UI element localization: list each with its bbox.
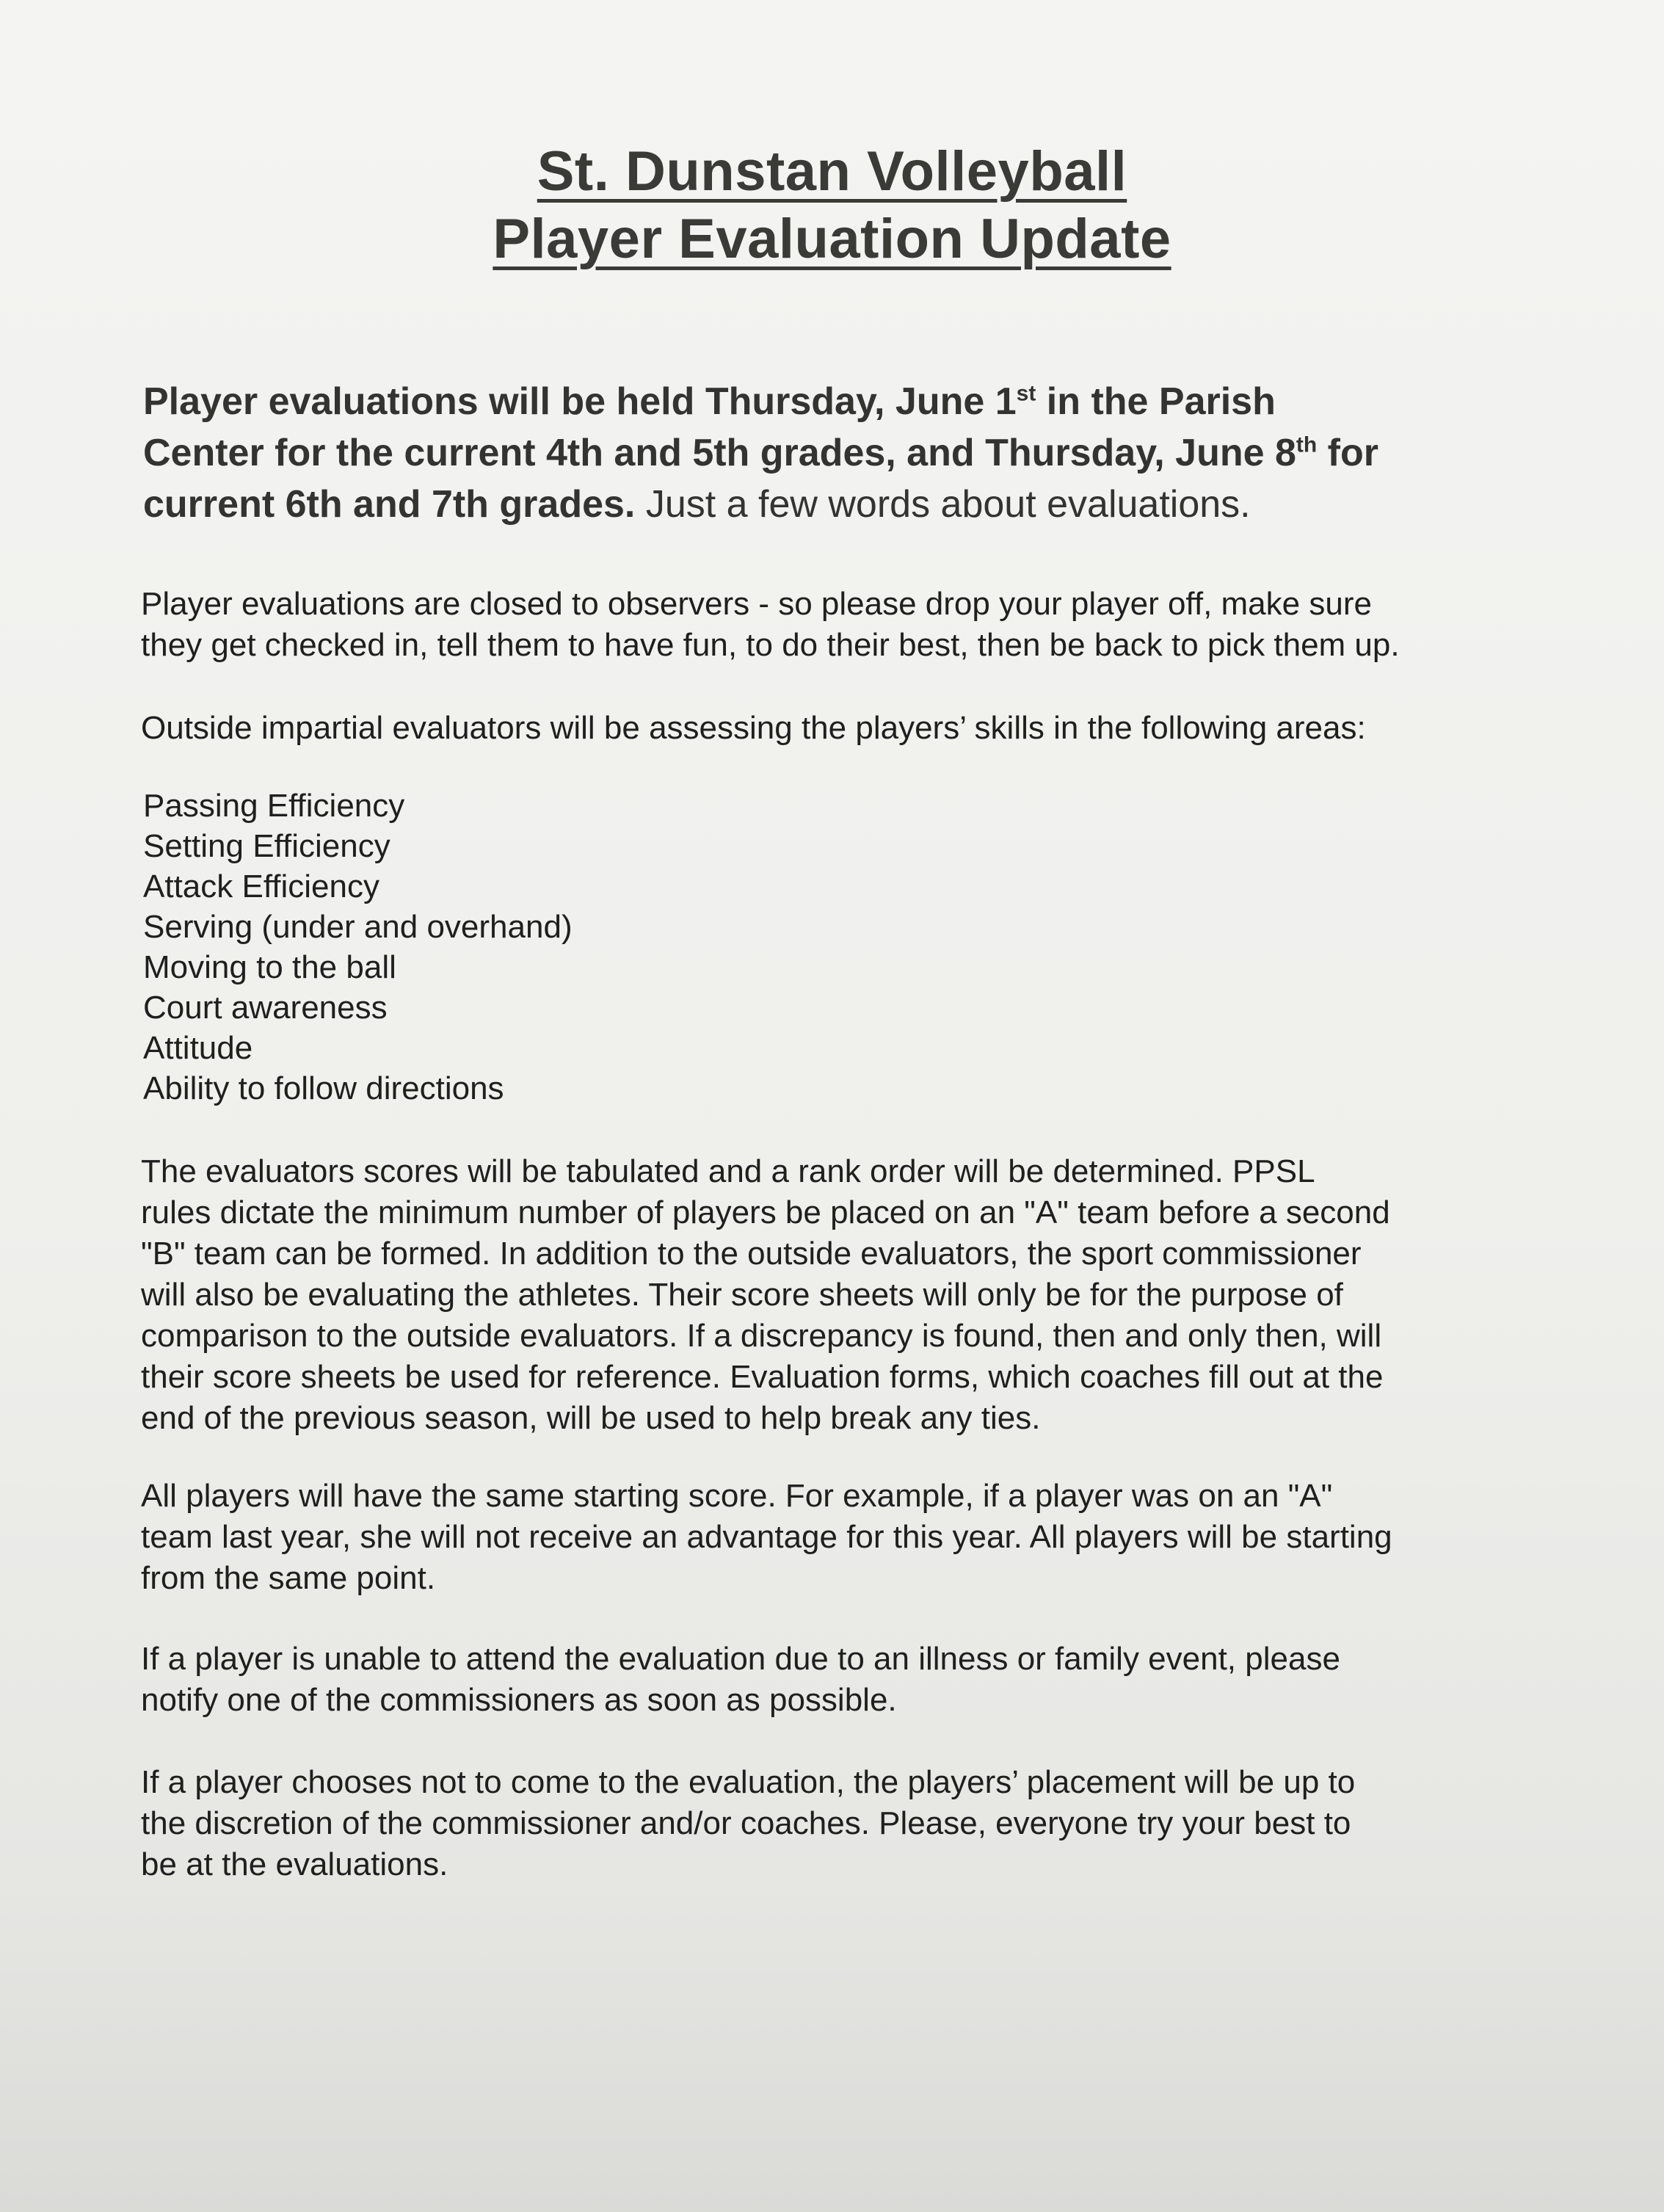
paragraph-chooses-not: If a player chooses not to come to the evaluation, the players’ placement will be up to the discretion of the commissioner and/or coaches. Please, everyone try your best to be at the evaluations.: [141, 1764, 1356, 1882]
paragraph-assessing: Outside impartial evaluators will be assessing the players’ skills in the following areas:: [141, 710, 1366, 746]
list-item: Serving (under and overhand): [143, 909, 573, 945]
list-item: Ability to follow directions: [143, 1070, 504, 1106]
intro-paragraph: [143, 376, 1538, 530]
paragraph-unable-to-attend: If a player is unable to attend the evaluation due to an illness or family event, please notify one of the commissioners as soon as possible.: [141, 1641, 1340, 1718]
skills-list: [143, 786, 573, 1109]
page-title: St. Dunstan Volleyball: [537, 140, 1127, 203]
list-item: Passing Efficiency: [143, 788, 405, 824]
list-item: Moving to the ball: [143, 949, 396, 985]
list-item: Court awareness: [143, 990, 388, 1026]
intro-line-3: current 6th and 7th grades. Just a few words about evaluations.: [143, 483, 1251, 526]
intro-line-2: Center for the current 4th and 5th grades, and Thursday, June 8th for: [143, 432, 1378, 474]
list-item: Setting Efficiency: [143, 828, 390, 864]
intro-line-1: Player evaluations will be held Thursday, June 1st in the Parish: [143, 380, 1276, 423]
paragraph-closed-observers: Player evaluations are closed to observers - so please drop your player off, make sure they get checked in, tell them to have fun, to do their best, then be back to pick them up.: [141, 586, 1400, 663]
paragraph-starting-score: All players will have the same starting score. For example, if a player was on an "A" team last year, she will not receive an advantage for this year. All players will be starting from the same point.: [141, 1478, 1392, 1596]
page-subtitle: Player Evaluation Update: [493, 208, 1171, 270]
list-item: Attitude: [143, 1030, 253, 1066]
list-item: Attack Efficiency: [143, 869, 379, 904]
paragraph-tabulated: The evaluators scores will be tabulated and a rank order will be determined. PPSL rules dictate the minimum number of players be placed on an "A" team before a second "B" team can be formed. In addition to the outside evaluators, the sport commissioner will also be evaluating the athletes. Their score sheets will only be for the purpose of comparison to the outside evaluators. If a discrepancy is found, then and only then, will their score sheets be used for reference. Evaluation forms, which coaches fill out at the end of the previous season, will be used to help break any ties.: [141, 1153, 1390, 1436]
